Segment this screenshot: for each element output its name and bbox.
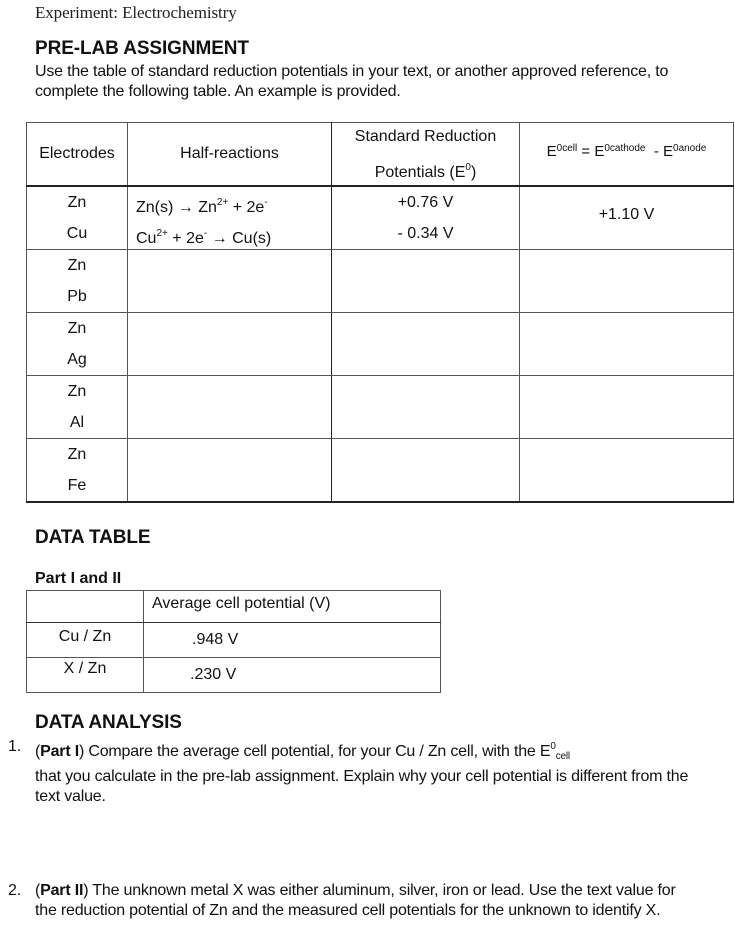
- electrodes-cell: Zn Al: [67, 383, 87, 431]
- ecell-blank[interactable]: [520, 250, 734, 313]
- data-table: [26, 590, 441, 693]
- prelab-row-zn-al: [27, 376, 734, 439]
- header-average-potential: Average cell potential (V): [144, 591, 441, 623]
- header-half-reactions: Half-reactions: [180, 145, 279, 162]
- half-reactions-blank[interactable]: [128, 376, 332, 439]
- potentials-blank[interactable]: [332, 313, 520, 376]
- half-reactions-cell: $Zn(s) \to Zn^{2+} + 2e^-$ $Cu^{2+} + 2e^- \to Cu(s)$: [136, 197, 272, 247]
- electrodes-cell: Zn Pb: [67, 257, 87, 305]
- prelab-row-zn-cu: [27, 186, 734, 250]
- data-row-value: .230 V: [144, 658, 441, 693]
- ecell-value: +1.10 V: [598, 206, 655, 223]
- half-reactions-blank[interactable]: [128, 250, 332, 313]
- data-table-heading: DATA TABLE: [35, 527, 151, 548]
- data-row-label: X / Zn: [27, 658, 144, 693]
- electrodes-cell: Zn Ag: [67, 320, 87, 368]
- potentials-blank[interactable]: [332, 439, 520, 503]
- ecell-blank[interactable]: [520, 313, 734, 376]
- experiment-title: Experiment: Electrochemistry: [35, 3, 237, 22]
- electrodes-cell: Zn Fe: [67, 446, 87, 494]
- data-row-label: Cu / Zn: [27, 623, 144, 658]
- prelab-row-zn-fe: [27, 439, 734, 503]
- prelab-table-header: [27, 123, 734, 187]
- prelab-row-zn-pb: [27, 250, 734, 313]
- data-table-subheading: Part I and II: [35, 570, 122, 587]
- prelab-instructions: Use the table of standard reduction potentials in your text, or another approved reference, to complete the following table. An example is provided.: [35, 63, 669, 100]
- ecell-blank[interactable]: [520, 376, 734, 439]
- header-standard-potentials: Standard Reduction Potentials $(E^0)$: [354, 127, 497, 181]
- data-row-cu-zn: [27, 623, 441, 658]
- header-electrodes: Electrodes: [39, 145, 115, 162]
- question-2-number: 2.: [8, 882, 21, 899]
- potentials-blank[interactable]: [332, 376, 520, 439]
- data-row-value: .948 V: [144, 623, 441, 658]
- electrodes-cell: Zn Cu: [66, 194, 88, 242]
- prelab-table: [26, 122, 734, 503]
- question-2-text: (Part II) The unknown metal X was either aluminum, silver, iron or lead. Use the text value for the reduction potential of Zn and the measured cell potentials for the unknown to identify X.: [35, 882, 676, 919]
- analysis-heading: DATA ANALYSIS: [35, 712, 182, 733]
- question-1-number: 1.: [8, 738, 21, 755]
- ecell-blank[interactable]: [520, 439, 734, 503]
- potentials-blank[interactable]: [332, 250, 520, 313]
- prelab-row-zn-ag: [27, 313, 734, 376]
- header-ecell-formula: E $^0$ cell = E $^0$ cathode - E $^0$ anode: [546, 143, 707, 160]
- half-reactions-blank[interactable]: [128, 439, 332, 503]
- prelab-heading: PRE-LAB ASSIGNMENT: [35, 38, 249, 59]
- half-reactions-blank[interactable]: [128, 313, 332, 376]
- data-table-header: [27, 591, 441, 623]
- data-row-x-zn: [27, 658, 441, 693]
- question-1-text: (Part I) Compare the average cell potential, for your Cu / Zn cell, with the $E^0_{cell}$ that you calculate in the pre-lab assignment. Explain why your cell potential is different from the text value.: [35, 741, 689, 805]
- potentials-cell: +0.76 V - 0.34 V: [397, 194, 454, 242]
